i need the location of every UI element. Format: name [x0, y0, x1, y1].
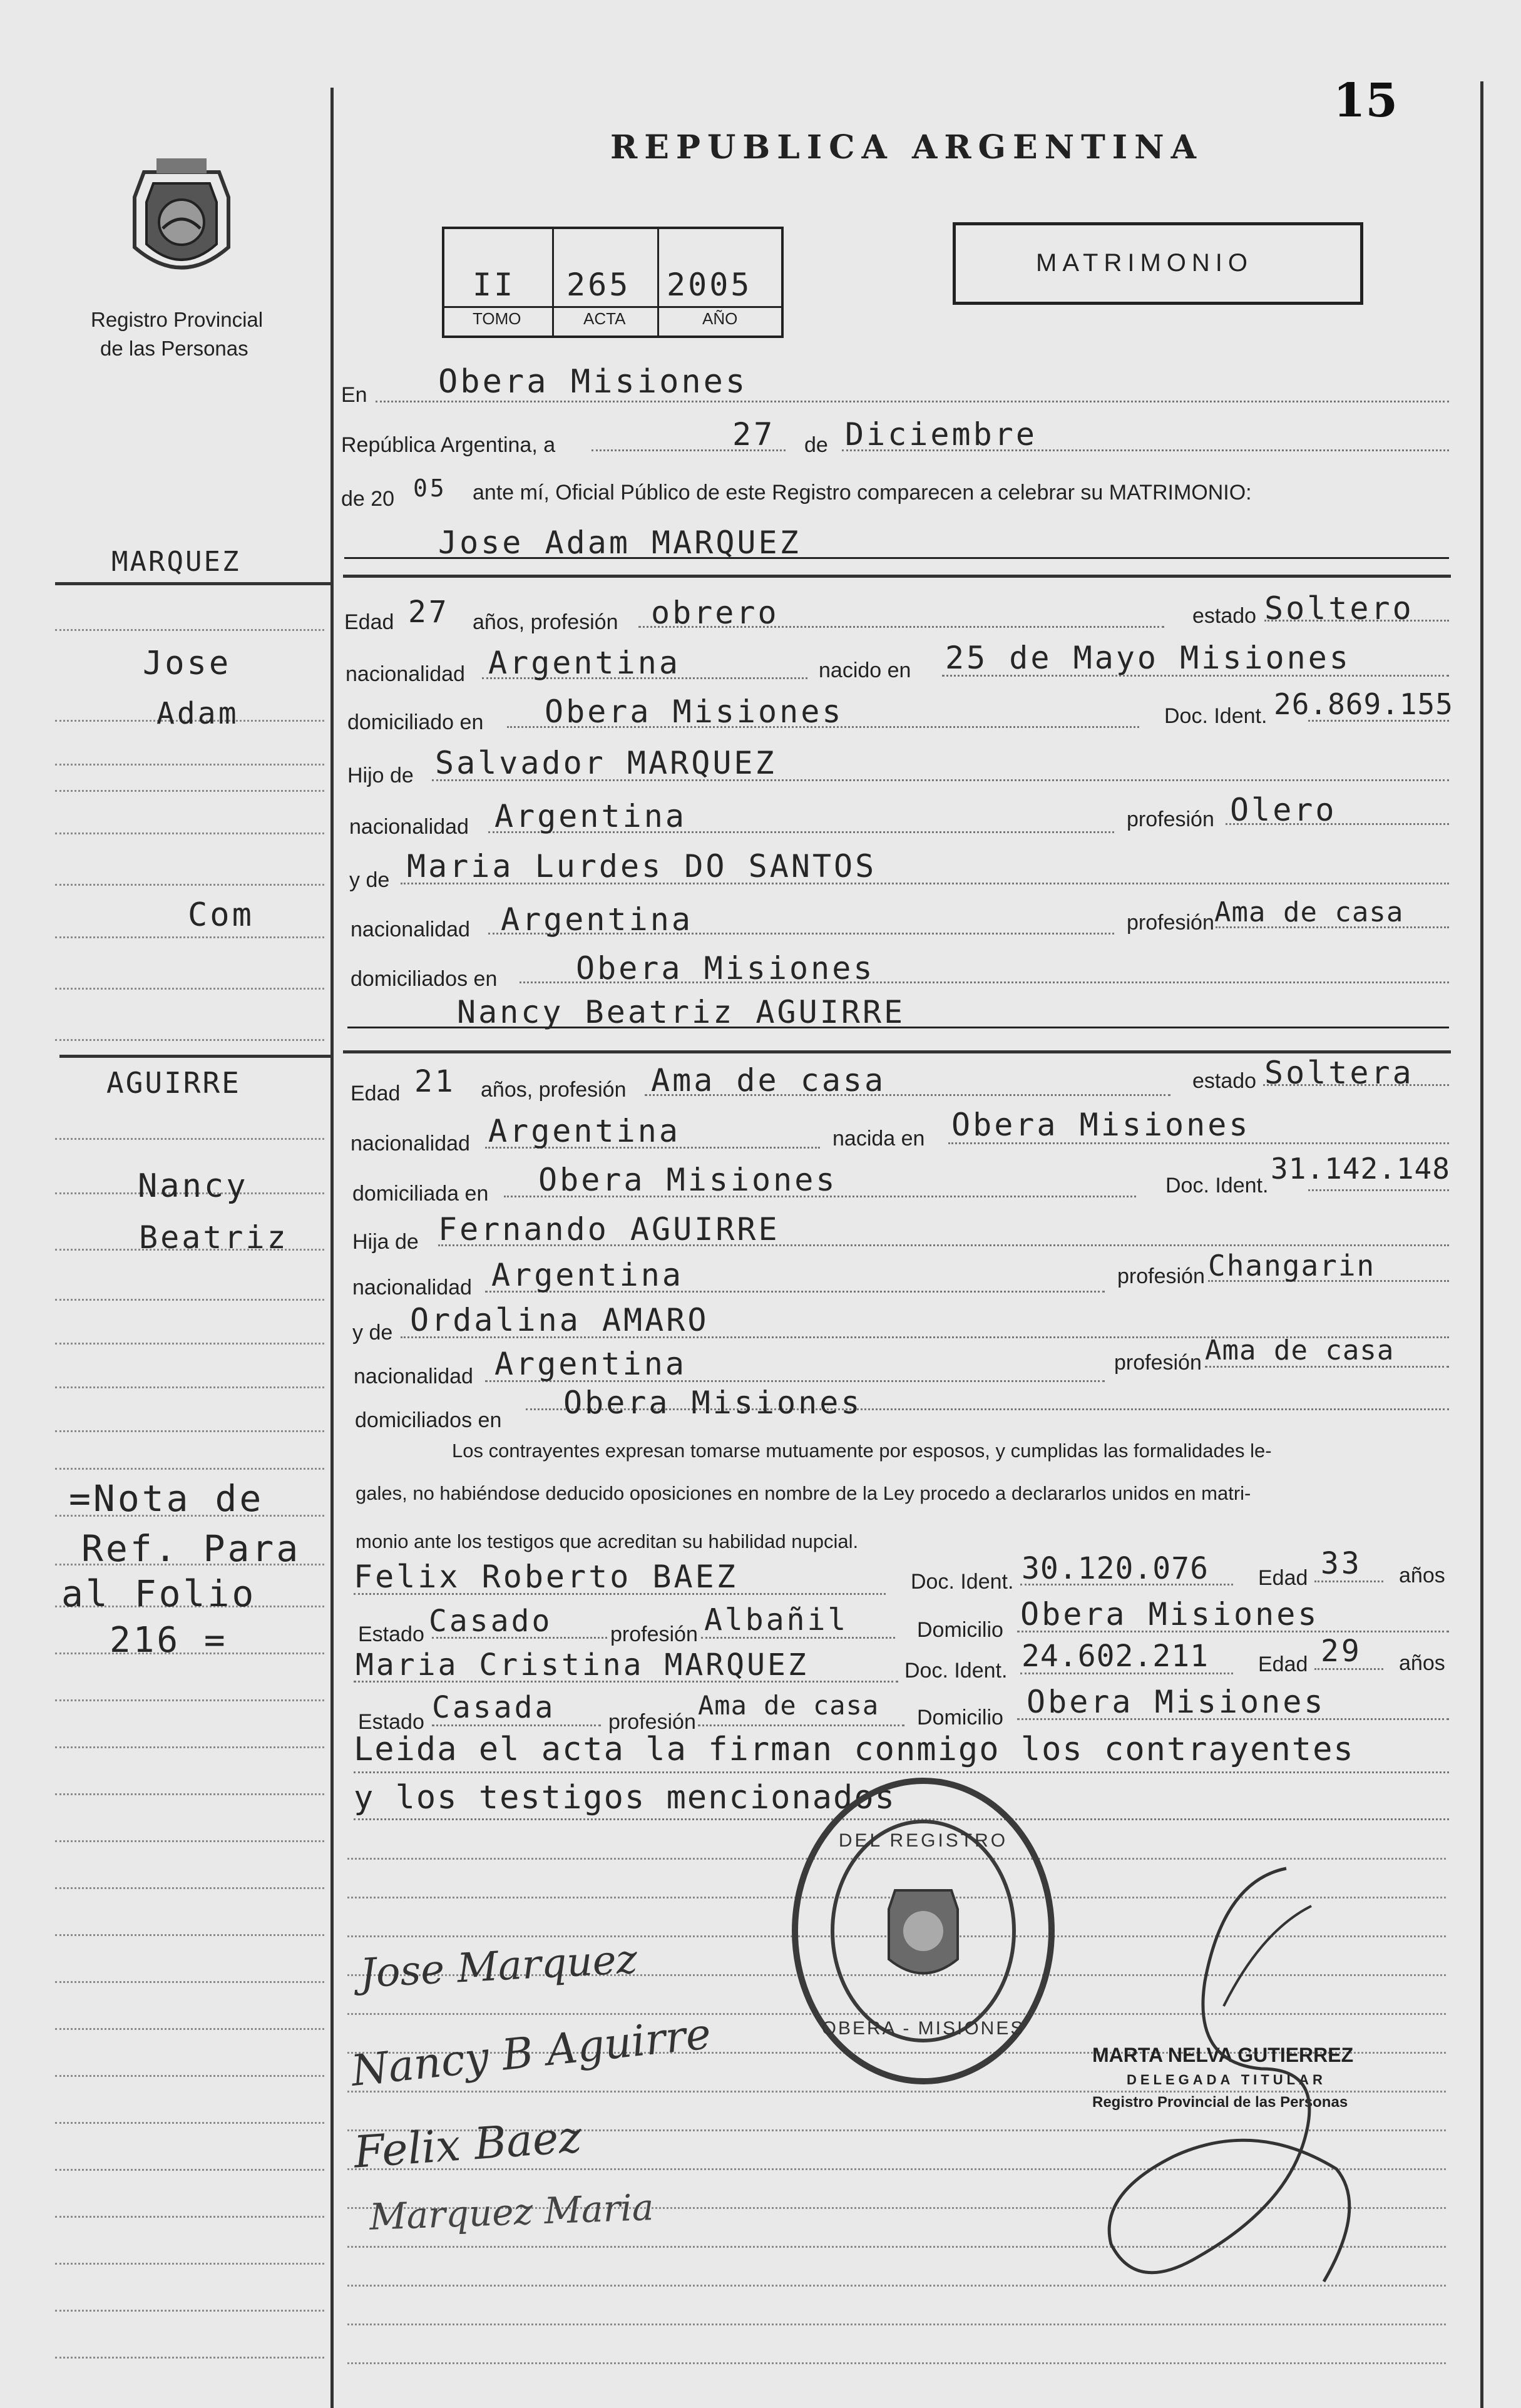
intro-month: Diciembre — [845, 416, 1037, 453]
w-parents-domicile: Obera Misiones — [563, 1385, 863, 1421]
official-registry: Registro Provincial de las Personas — [1092, 2094, 1348, 2111]
document-type-box — [953, 222, 1363, 305]
margin-note-line1: =Nota de — [69, 1477, 264, 1520]
witness1-name: Felix Roberto BAEZ — [354, 1559, 738, 1595]
witness2-profesion-label: profesión — [608, 1710, 696, 1734]
w-father-nationality: Argentina — [491, 1257, 684, 1293]
h-nacido-label: nacido en — [819, 658, 911, 682]
witness2-estado-label: Estado — [358, 1710, 424, 1734]
h-nacionalidad-label: nacionalidad — [346, 662, 465, 686]
w-father: Fernando AGUIRRE — [438, 1211, 780, 1248]
witness2-civil-status: Casada — [432, 1690, 556, 1725]
w-mother-nac-label: nacionalidad — [354, 1365, 473, 1388]
closing-line2: y los testigos mencionados — [354, 1779, 896, 1816]
signature-witness2: Marquez Maria — [368, 2186, 655, 2238]
h-father-nationality: Argentina — [494, 798, 687, 834]
h-mother-nationality: Argentina — [501, 901, 693, 938]
tomo-label: TOMO — [473, 309, 521, 328]
witness1-age: 33 — [1321, 1546, 1362, 1581]
country-heading: REPUBLICA ARGENTINA — [610, 128, 1204, 167]
wife-full-name: Nancy Beatriz AGUIRRE — [457, 994, 906, 1030]
witness2-domicilio-label: Domicilio — [917, 1706, 1003, 1729]
witness1-profesion-label: profesión — [610, 1622, 698, 1646]
h-father-nac-label: nacionalidad — [349, 815, 469, 839]
intro-de-label: de — [804, 433, 828, 457]
w-doc-label: Doc. Ident. — [1165, 1174, 1269, 1197]
h-edad-label: Edad — [344, 610, 394, 634]
official-title: DELEGADA TITULAR — [1127, 2072, 1326, 2088]
margin-husband-name2: Adam — [156, 696, 239, 731]
registry-name-line2: de las Personas — [100, 337, 248, 360]
witness1-domicilio-label: Domicilio — [917, 1618, 1003, 1642]
h-father-profession: Olero — [1230, 792, 1337, 828]
margin-note-line2: Ref. Para — [81, 1527, 301, 1570]
svg-text:DEL REGISTRO: DEL REGISTRO — [838, 1830, 1008, 1851]
h-domiciliados-label: domiciliados en — [351, 967, 498, 991]
h-age: 27 — [408, 595, 449, 630]
acta-value: 265 — [566, 267, 631, 303]
witness2-domicile: Obera Misiones — [1027, 1684, 1326, 1720]
witness2-doc-label: Doc. Ident. — [904, 1659, 1008, 1683]
anio-value: 2005 — [667, 267, 752, 303]
h-nationality: Argentina — [488, 645, 680, 681]
margin-note-line4: 216 = — [110, 1620, 228, 1661]
declaration-line3: monio ante los testigos que acreditan su habilidad nupcial. — [356, 1530, 859, 1552]
intro-place: Obera Misiones — [438, 363, 748, 401]
w-mother: Ordalina AMARO — [410, 1302, 709, 1338]
w-estado-label: estado — [1192, 1069, 1257, 1093]
signature-witness1: Felix Baez — [352, 2111, 583, 2178]
margin-husband-surname: MARQUEZ — [111, 546, 241, 578]
left-column-divider — [330, 88, 334, 2408]
h-y-de-label: y de — [349, 868, 390, 892]
h-domicile: Obera Misiones — [545, 694, 844, 730]
tomo-value: II — [473, 267, 516, 303]
signature-husband: Jose Marquez — [359, 1936, 638, 1997]
w-birthplace: Obera Misiones — [951, 1107, 1251, 1143]
anio-label: AÑO — [702, 309, 738, 328]
witness2-name: Maria Cristina MARQUEZ — [356, 1647, 809, 1683]
page-number: 15 — [1333, 74, 1398, 128]
h-civil-status: Soltero — [1264, 590, 1414, 627]
margin-wife-name2: Beatriz — [139, 1219, 289, 1256]
w-nationality: Argentina — [488, 1113, 680, 1149]
intro-day: 27 — [732, 416, 776, 453]
h-mother-profession: Ama de casa — [1214, 896, 1404, 928]
h-father-prof-label: profesión — [1127, 807, 1214, 831]
year-suffix: 05 — [413, 474, 447, 502]
w-domiciliados-label: domiciliados en — [355, 1408, 502, 1432]
signature-wife: Nancy B Aguirre — [349, 2009, 714, 2096]
en-label: En — [341, 383, 367, 407]
h-hijo-label: Hijo de — [347, 764, 414, 787]
w-hija-label: Hija de — [352, 1230, 419, 1254]
w-father-profession: Changarin — [1208, 1249, 1376, 1283]
h-doc-number: 26.869.155 — [1274, 687, 1453, 721]
witness2-edad-label: Edad — [1258, 1652, 1308, 1676]
w-y-de-label: y de — [352, 1321, 393, 1345]
right-page-border — [1480, 81, 1483, 2408]
w-age: 21 — [414, 1064, 456, 1099]
margin-wife-surname: AGUIRRE — [106, 1066, 241, 1100]
w-profession: Ama de casa — [651, 1062, 886, 1099]
h-parents-domicile: Obera Misiones — [576, 950, 875, 986]
margin-note-line3: al Folio — [61, 1572, 257, 1615]
witness1-profession: Albañil — [704, 1602, 849, 1637]
registry-name-line1: Registro Provincial — [91, 308, 264, 331]
w-father-nac-label: nacionalidad — [352, 1276, 472, 1299]
witness1-doc-number: 30.120.076 — [1022, 1551, 1209, 1586]
acta-label: ACTA — [583, 309, 626, 328]
w-anos-profesion-label: años, profesión — [481, 1078, 627, 1102]
svg-text:OBERA - MISIONES: OBERA - MISIONES — [821, 2018, 1025, 2039]
w-edad-label: Edad — [351, 1082, 401, 1105]
margin-husband-name1: Jose — [143, 645, 232, 682]
h-doc-label: Doc. Ident. — [1164, 704, 1268, 728]
h-anos-profesion-label: años, profesión — [473, 610, 618, 634]
witness1-estado-label: Estado — [358, 1622, 424, 1646]
witness1-civil-status: Casado — [429, 1604, 553, 1639]
h-estado-label: estado — [1192, 604, 1257, 628]
witness2-age: 29 — [1321, 1634, 1362, 1669]
witness1-domicile: Obera Misiones — [1020, 1596, 1319, 1632]
de20-label: de 20 — [341, 487, 395, 511]
closing-line1: Leida el acta la firman conmigo los contrayentes — [354, 1731, 1355, 1768]
h-father: Salvador MARQUEZ — [435, 745, 777, 781]
husband-full-name: Jose Adam MARQUEZ — [438, 525, 801, 561]
w-mother-nationality: Argentina — [494, 1346, 687, 1382]
w-father-prof-label: profesión — [1117, 1264, 1205, 1288]
witness2-profession: Ama de casa — [698, 1690, 879, 1721]
provincial-seal — [119, 153, 244, 288]
h-mother: Maria Lurdes DO SANTOS — [407, 848, 877, 884]
official-name: MARTA NELVA GUTIERREZ — [1092, 2044, 1354, 2066]
w-nacionalidad-label: nacionalidad — [351, 1132, 470, 1155]
declaration-line1: Los contrayentes expresan tomarse mutuamente por esposos, y cumplidas las formalidades le- — [452, 1440, 1272, 1462]
official-signature — [1098, 1856, 1374, 2313]
witness1-doc-label: Doc. Ident. — [911, 1570, 1014, 1594]
ante-text: ante mí, Oficial Público de este Registro comparecen a celebrar su MATRIMONIO: — [473, 481, 1252, 505]
margin-wife-name1: Nancy — [138, 1167, 248, 1205]
w-mother-profession: Ama de casa — [1205, 1335, 1395, 1366]
official-round-stamp — [786, 1771, 1061, 2091]
h-mother-prof-label: profesión — [1127, 911, 1214, 935]
witness2-anos-label: años — [1399, 1651, 1445, 1675]
document-type: MATRIMONIO — [1036, 249, 1254, 277]
w-domicile: Obera Misiones — [538, 1162, 837, 1198]
declaration-line2: gales, no habiéndose deducido oposiciones en nombre de la Ley procedo a declararlos unidos en matri- — [356, 1482, 1251, 1504]
witness2-doc-number: 24.602.211 — [1022, 1639, 1209, 1674]
h-domiciliado-label: domiciliado en — [347, 710, 484, 734]
w-doc-number: 31.142.148 — [1271, 1152, 1450, 1186]
register-box — [442, 227, 784, 338]
h-mother-nac-label: nacionalidad — [351, 918, 470, 941]
witness1-anos-label: años — [1399, 1564, 1445, 1587]
margin-note-com: Com — [188, 896, 254, 934]
w-civil-status: Soltera — [1264, 1055, 1414, 1091]
witness1-edad-label: Edad — [1258, 1566, 1308, 1590]
w-domiciliada-label: domiciliada en — [352, 1182, 489, 1206]
h-birthplace: 25 de Mayo Misiones — [945, 640, 1351, 676]
h-profession: obrero — [651, 595, 779, 631]
w-mother-prof-label: profesión — [1114, 1351, 1202, 1375]
w-nacida-label: nacida en — [832, 1127, 925, 1150]
republica-label: República Argentina, a — [341, 433, 556, 457]
